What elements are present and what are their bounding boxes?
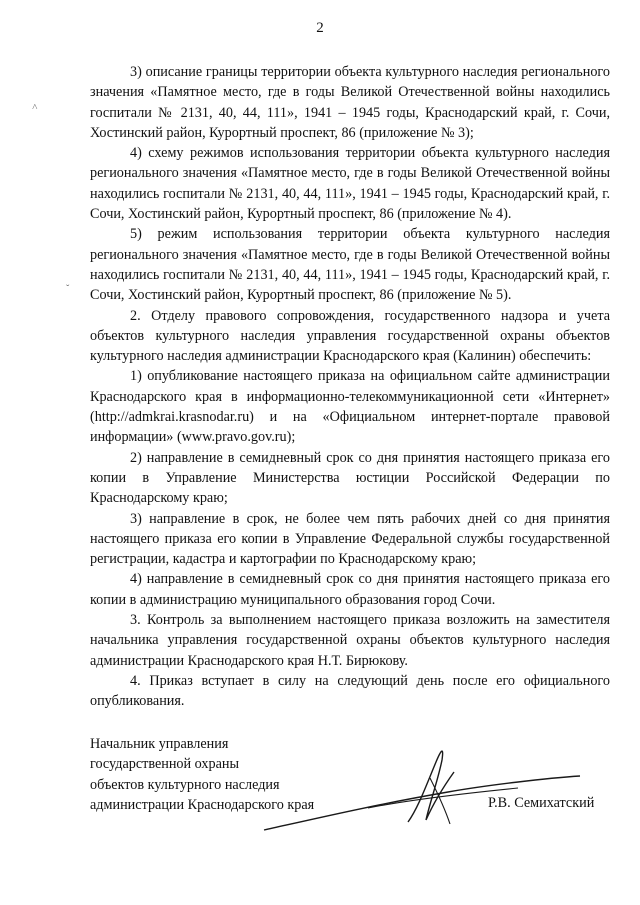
page-number: 2 [316, 20, 324, 36]
margin-mark: ˄ [32, 102, 38, 113]
handwritten-signature [258, 738, 588, 838]
paragraph-clause-2: 2. Отделу правового сопровождения, государственного надзора и учета объектов культурного наследия управления государственной охраны объектов культурного наследия администрации Краснодарского края (Калинин) обеспечить: [90, 307, 610, 365]
paragraph-item-4: 4) схему режимов использования территории объекта культурного наследия регионального значения «Памятное место, где в годы Великой Отечественной войны находились госпитали № 2131, 40, 44, 111», 1941 – 1945 годы, Краснодарский край, г. Сочи, Хостинский район, Курортный проспект, 86 (приложение № 4). [90, 145, 610, 223]
margin-mark: ˇ [66, 284, 70, 295]
paragraph-item-5: 5) режим использования территории объекта культурного наследия регионального значения «Памятное место, где в годы Великой Отечественной войны находились госпитали № 2131, 40, 44, 111», 1941 – 1945 годы, Краснодарский край, г. Сочи, Хостинский район, Курортный проспект, 86 (приложение № 5). [90, 226, 610, 304]
paragraph-item-3: 3) описание границы территории объекта культурного наследия регионального значения «Памятное место, где в годы Великой Отечественной войны находились госпитали № 2131, 40, 44, 111», 1941 – 1945 годы, Краснодарский край, г. Сочи, Хостинский район, Курортный проспект, 86 (приложение № 3); [90, 64, 610, 141]
paragraph-clause-4: 4. Приказ вступает в силу на следующий день после его официального опубликования. [90, 672, 610, 710]
paragraph-subitem-4: 4) направление в семидневный срок со дня принятия настоящего приказа его копии в администрацию муниципального образования город Сочи. [90, 571, 610, 608]
signatory-name: Р.В. Семихатский [488, 795, 595, 811]
document-body [90, 62, 610, 712]
paragraph-subitem-2: 2) направление в семидневный срок со дня принятия настоящего приказа его копии в Управление Министерства юстиции Российской Федерации по Краснодарскому краю; [90, 449, 610, 507]
signatory-title-line: объектов культурного наследия [90, 776, 280, 793]
paragraph-subitem-3: 3) направление в срок, не более чем пять рабочих дней со дня принятия настоящего приказа его копии в Управление Федеральной службы государственной регистрации, кадастра и картографии по Краснодарскому краю; [90, 510, 610, 568]
signatory-title-line: администрации Краснодарского края [90, 796, 315, 813]
paragraph-subitem-1: 1) опубликование настоящего приказа на официальном сайте администрации Краснодарского края в информационно-телекоммуникационной сети «Интернет» (http://admkrai.krasnodar.ru) и на «Официальном интернет-портале правовой информации» (www.pravo.gov.ru); [90, 368, 610, 446]
signatory-title-line: Начальник управления [90, 736, 229, 752]
signatory-title-line: государственной охраны [90, 756, 240, 773]
paragraph-clause-3: 3. Контроль за выполнением настоящего приказа возложить на заместителя начальника управления государственной охраны объектов культурного наследия администрации Краснодарского края Н.Т. Бирюкову. [90, 612, 610, 669]
